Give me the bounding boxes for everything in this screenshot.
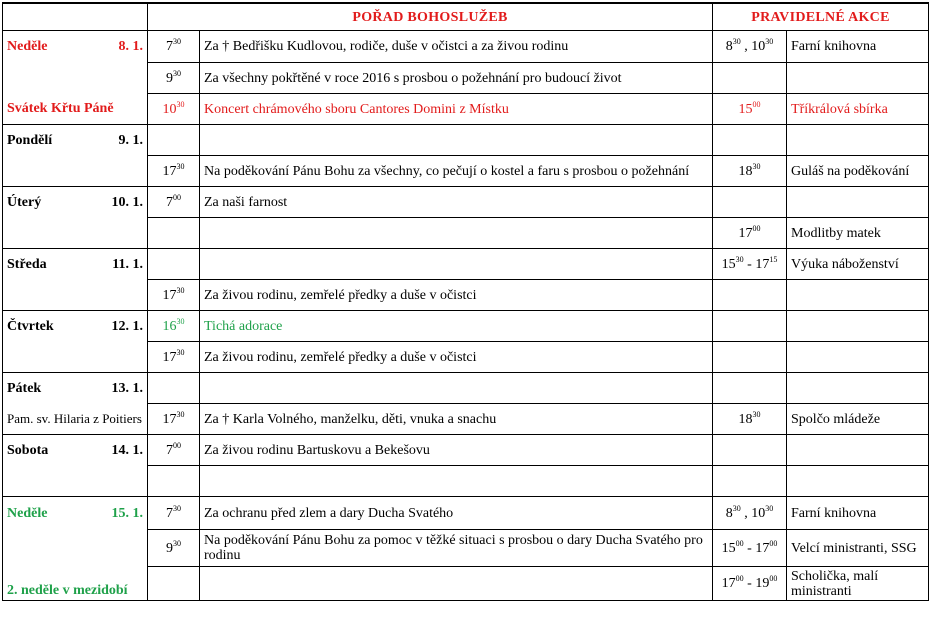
table-row (3, 187, 929, 218)
table-row (3, 125, 929, 156)
intention: Za † Karla Volného, manželku, děti, vnuka a snachu (200, 404, 713, 435)
day-cell: Pondělí 9. 1. (3, 125, 148, 156)
intention: Koncert chrámového sboru Cantores Domini z Místku (200, 94, 713, 125)
schedule-title: POŘAD BOHOSLUŽEB (148, 3, 713, 31)
intention: Za ochranu před zlem a dary Ducha Svatého (200, 497, 713, 530)
table-row (3, 156, 929, 187)
event-time: $18^{30}$ (713, 156, 787, 187)
table-row (3, 63, 929, 94)
intention: Za naši farnost (200, 187, 713, 218)
feast-name: Svátek Křtu Páně (3, 94, 148, 125)
day-cell: Neděle 15. 1. (3, 497, 148, 530)
day-cell (3, 31, 148, 63)
table-row (3, 94, 929, 125)
event-time: $8^{30}$ , $10^{30}$ (713, 497, 787, 530)
table-row (3, 311, 929, 342)
mass-time: $16^{30}$ (148, 311, 200, 342)
mass-time: $7^{30}$ (148, 497, 200, 530)
mass-time: $7^{00}$ (148, 435, 200, 466)
event-name: Velcí ministranti, SSG (787, 530, 929, 567)
table-row (3, 218, 929, 249)
day-cell: Středa 11. 1. (3, 249, 148, 280)
table-row (3, 567, 929, 601)
event-time: $15^{00}$ (713, 94, 787, 125)
event-time: $15^{30} - 17^{15}$ (713, 249, 787, 280)
intention: Za živou rodinu, zemřelé předky a duše v očistci (200, 342, 713, 373)
day-cell: Sobota 14. 1. (3, 435, 148, 466)
event-time: $17^{00} - 19^{00}$ (713, 567, 787, 601)
day-name: Neděle (7, 39, 48, 55)
intention: Za živou rodinu, zemřelé předky a duše v očistci (200, 280, 713, 311)
table-row (3, 497, 929, 530)
table-row (3, 249, 929, 280)
event-name: Farní knihovna (787, 31, 929, 63)
mass-time: $17^{30}$ (148, 404, 200, 435)
event-name: Farní knihovna (787, 497, 929, 530)
intention: Na poděkování Pánu Bohu za všechny, co pečují o kostel a faru s prosbou o požehnání (200, 156, 713, 187)
intention: Na poděkování Pánu Bohu za pomoc v těžké situaci s prosbou o dary Ducha Svatého pro rodinu (200, 530, 713, 567)
event-time: $8^{30}$ , $10^{30}$ (713, 31, 787, 63)
event-name: Modlitby matek (787, 218, 929, 249)
table-row (3, 373, 929, 404)
intention: Za všechny pokřtěné v roce 2016 s prosbou o požehnání pro budoucí život (200, 63, 713, 94)
mass-time: $9^{30}$ (148, 63, 200, 94)
schedule-table (2, 2, 929, 601)
feast-name: Pam. sv. Hilaria z Poitiers (3, 404, 148, 435)
event-name: Scholička, malí ministranti (787, 567, 929, 601)
event-name: Guláš na poděkování (787, 156, 929, 187)
feast-name: 2. neděle v mezidobí (3, 567, 148, 601)
table-row (3, 31, 929, 63)
mass-time: $7^{30}$ (148, 31, 200, 63)
table-row (3, 466, 929, 497)
mass-time: $17^{30}$ (148, 342, 200, 373)
intention: Za živou rodinu Bartuskovu a Bekešovu (200, 435, 713, 466)
mass-time: $10^{30}$ (148, 94, 200, 125)
day-cell: Čtvrtek 12. 1. (3, 311, 148, 342)
table-row (3, 404, 929, 435)
table-row (3, 530, 929, 567)
event-time: $18^{30}$ (713, 404, 787, 435)
table-row (3, 342, 929, 373)
intention: Za † Bedřišku Kudlovou, rodiče, duše v očistci a za živou rodinu (200, 31, 713, 63)
mass-time: $17^{30}$ (148, 280, 200, 311)
table-row (3, 280, 929, 311)
events-title: PRAVIDELNÉ AKCE (713, 3, 929, 31)
day-cell (3, 63, 148, 94)
event-name: Výuka náboženství (787, 249, 929, 280)
event-time: $15^{00} - 17^{00}$ (713, 530, 787, 567)
day-date: 8. 1. (118, 39, 143, 55)
header-row (3, 3, 929, 31)
day-cell: Úterý 10. 1. (3, 187, 148, 218)
mass-time: $7^{00}$ (148, 187, 200, 218)
header-empty (3, 3, 148, 31)
table-row (3, 435, 929, 466)
event-name: Spolčo mládeže (787, 404, 929, 435)
event-time: $17^{00}$ (713, 218, 787, 249)
day-cell: Pátek 13. 1. (3, 373, 148, 404)
event-name: Tříkrálová sbírka (787, 94, 929, 125)
mass-time: $17^{30}$ (148, 156, 200, 187)
mass-time: $9^{30}$ (148, 530, 200, 567)
intention: Tichá adorace (200, 311, 713, 342)
